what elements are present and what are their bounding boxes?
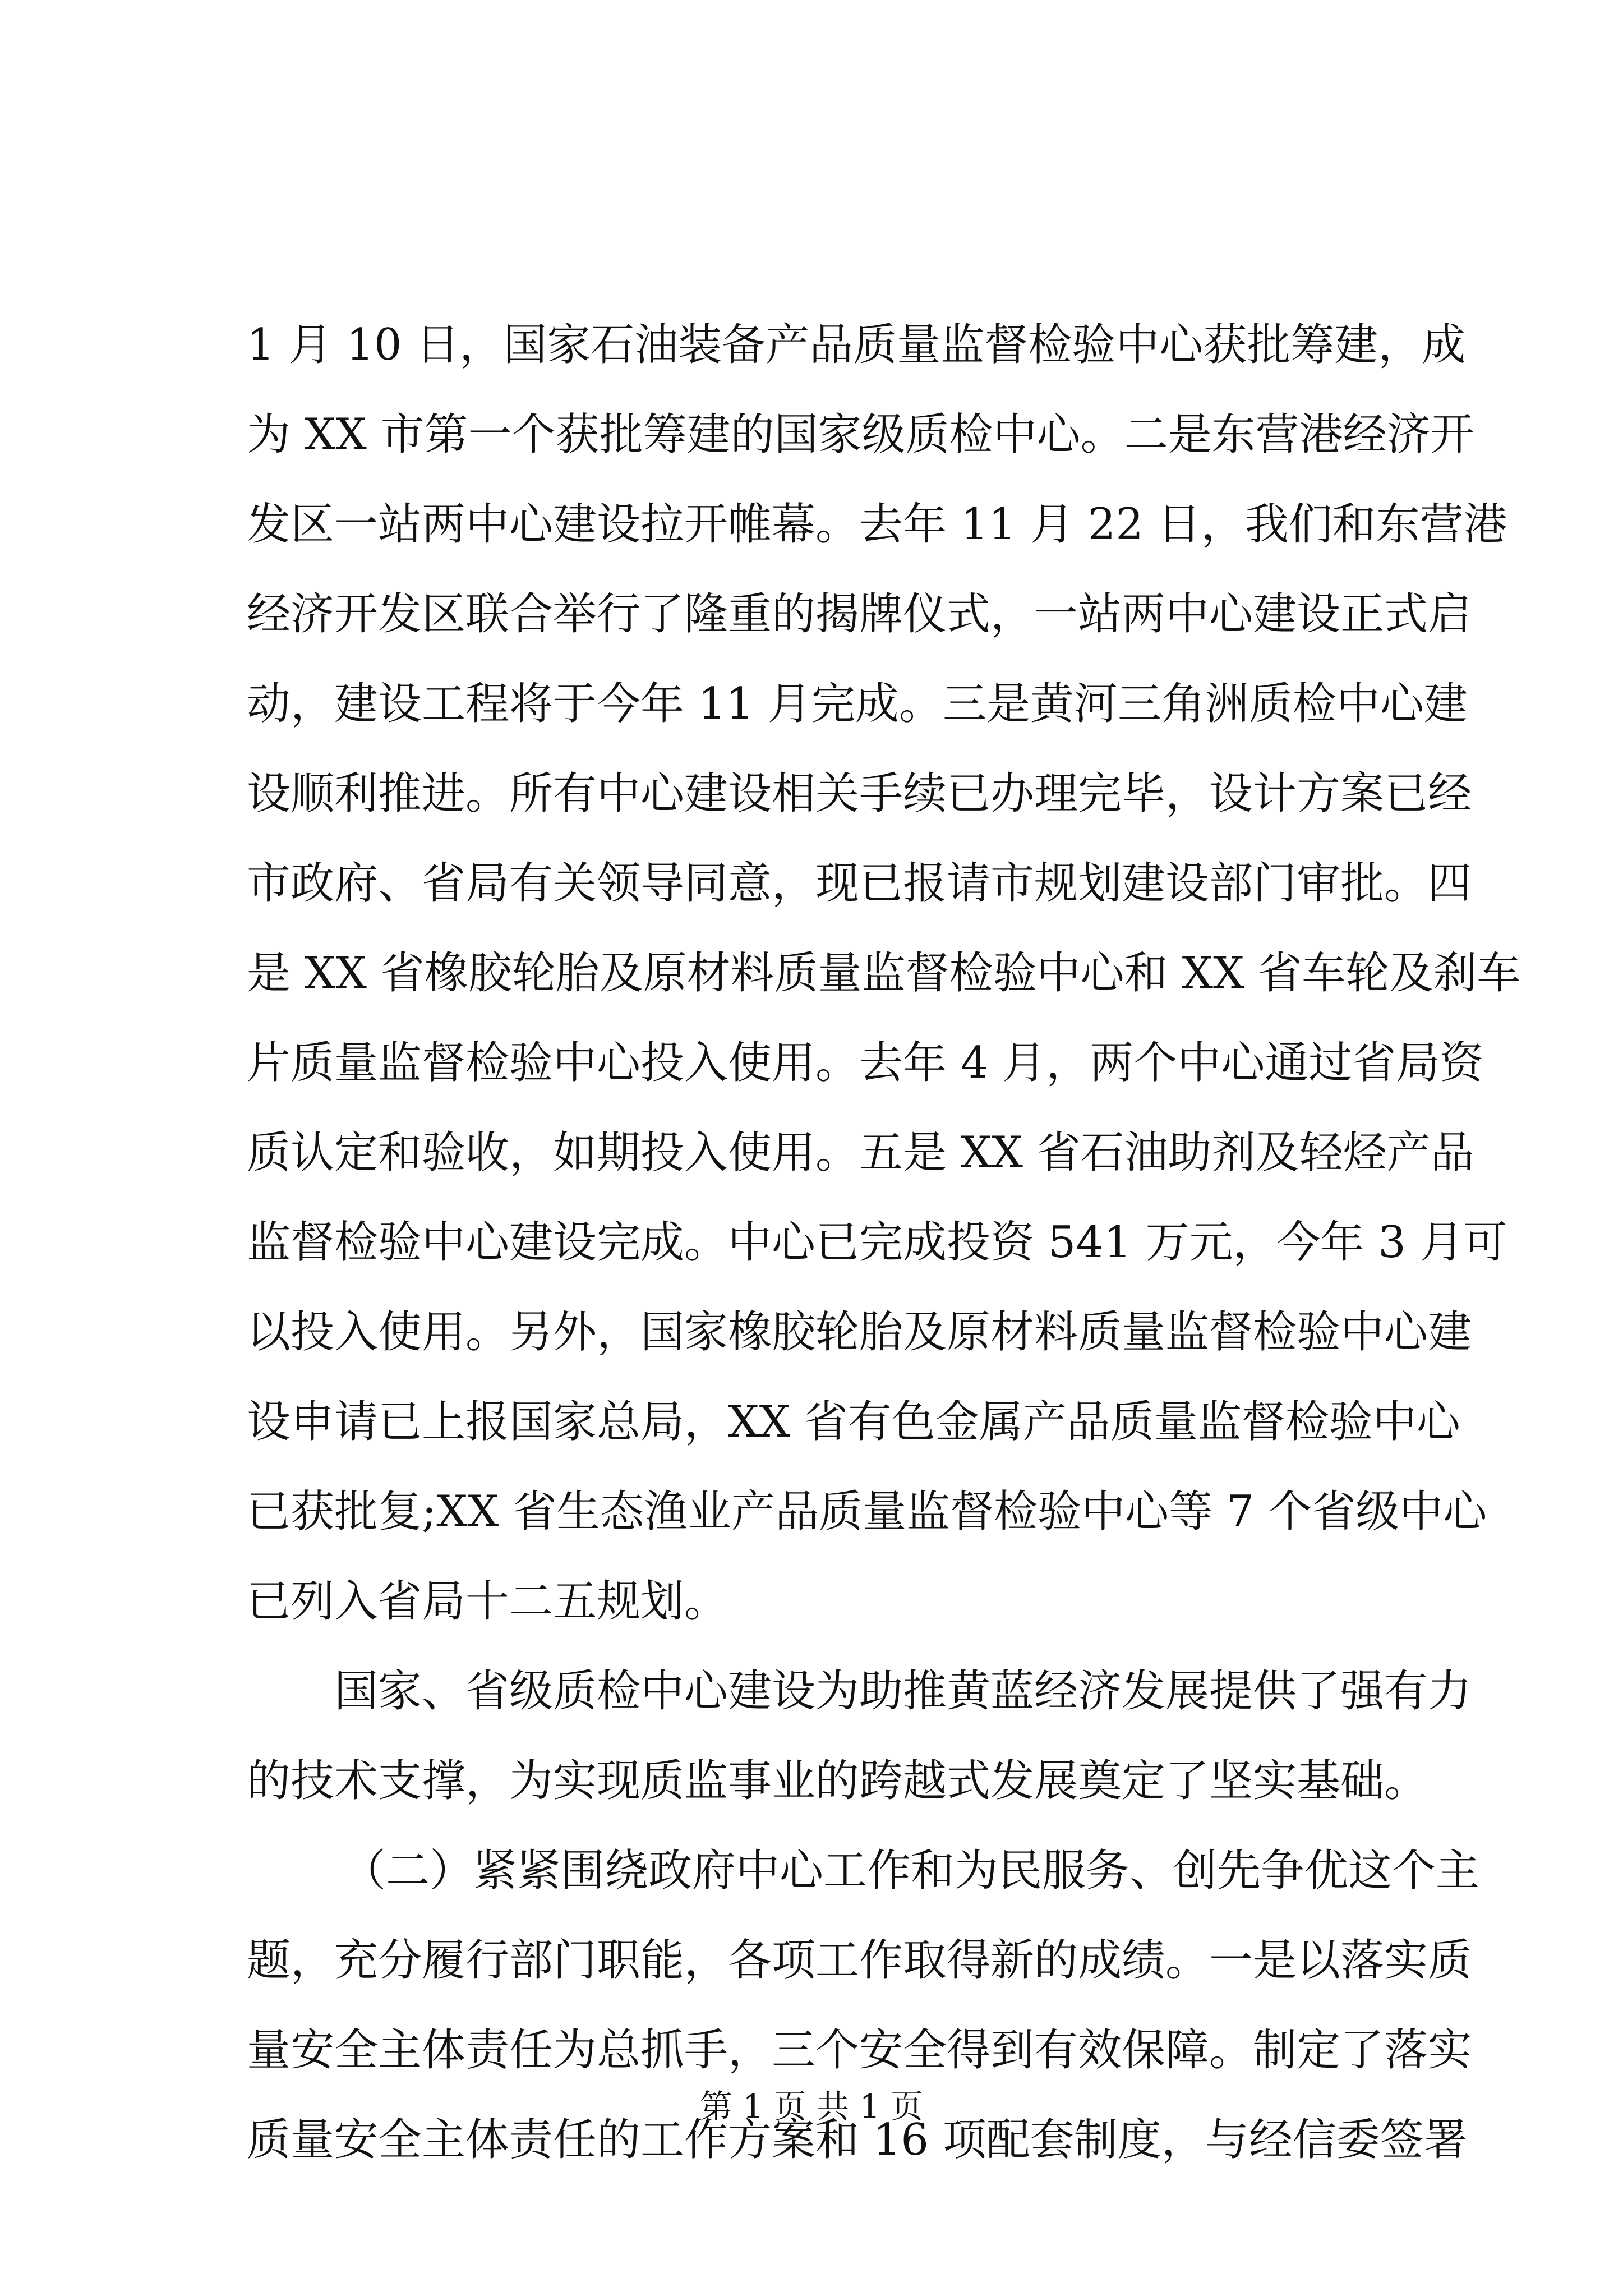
text-line: 发区一站两中心建设拉开帷幕。去年 11 月 22 日，我们和东营港 [247, 499, 1507, 550]
text-line: 以投入使用。另外，国家橡胶轮胎及原材料质量监督检验中心建 [247, 1307, 1472, 1358]
text-line: 设顺利推进。所有中心建设相关手续已办理完毕，设计方案已经 [247, 769, 1472, 819]
text-line: 量安全主体责任为总抓手，三个安全得到有效保障。制定了落实 [247, 2025, 1472, 2076]
text-line: 是 XX 省橡胶轮胎及原材料质量监督检验中心和 XX 省车轮及刹车 [247, 948, 1521, 999]
text-line: 为 XX 市第一个获批筹建的国家级质检中心。二是东营港经济开 [247, 409, 1474, 460]
text-line: 的技术支撑，为实现质监事业的跨越式发展奠定了坚实基础。 [247, 1756, 1428, 1806]
text-line: 已列入省局十二五规划。 [247, 1576, 728, 1627]
text-line: 国家、省级质检中心建设为助推黄蓝经济发展提供了强有力 [334, 1666, 1472, 1717]
text-line: 动，建设工程将于今年 11 月完成。三是黄河三角洲质检中心建 [247, 679, 1468, 729]
text-line: 监督检验中心建设完成。中心已完成投资 541 万元，今年 3 月可 [247, 1217, 1507, 1268]
page-footer [0, 2084, 1623, 2129]
page-number-label: 第 1 页 共 1 页 [700, 2087, 923, 2125]
text-line: 质量安全主体责任的工作方案和 16 项配套制度，与经信委签署 [247, 2115, 1468, 2165]
text-line: 设申请已上报国家总局，XX 省有色金属产品质量监督检验中心 [247, 1397, 1460, 1447]
text-line: 已获批复;XX 省生态渔业产品质量监督检验中心等 7 个省级中心 [247, 1487, 1487, 1537]
text-line: 片质量监督检验中心投入使用。去年 4 月，两个中心通过省局资 [247, 1038, 1484, 1088]
text-line: 经济开发区联合举行了隆重的揭牌仪式，一站两中心建设正式启 [247, 589, 1472, 639]
text-line: 质认定和验收，如期投入使用。五是 XX 省石油助剂及轻烃产品 [247, 1128, 1474, 1178]
paragraph-2 [247, 1646, 1472, 1826]
document-body [247, 300, 1521, 2185]
text-line: 市政府、省局有关领导同意，现已报请市规划建设部门审批。四 [247, 858, 1472, 909]
text-line: （二）紧紧围绕政府中心工作和为民服务、创先争优这个主 [342, 1846, 1480, 1896]
text-line: 1 月 10 日，国家石油装备产品质量监督检验中心获批筹建，成 [247, 320, 1466, 370]
paragraph-3 [247, 1826, 1480, 2185]
text-line: 题，充分履行部门职能，各项工作取得新的成绩。一是以落实质 [247, 1935, 1472, 1986]
paragraph-1 [247, 300, 1521, 1646]
